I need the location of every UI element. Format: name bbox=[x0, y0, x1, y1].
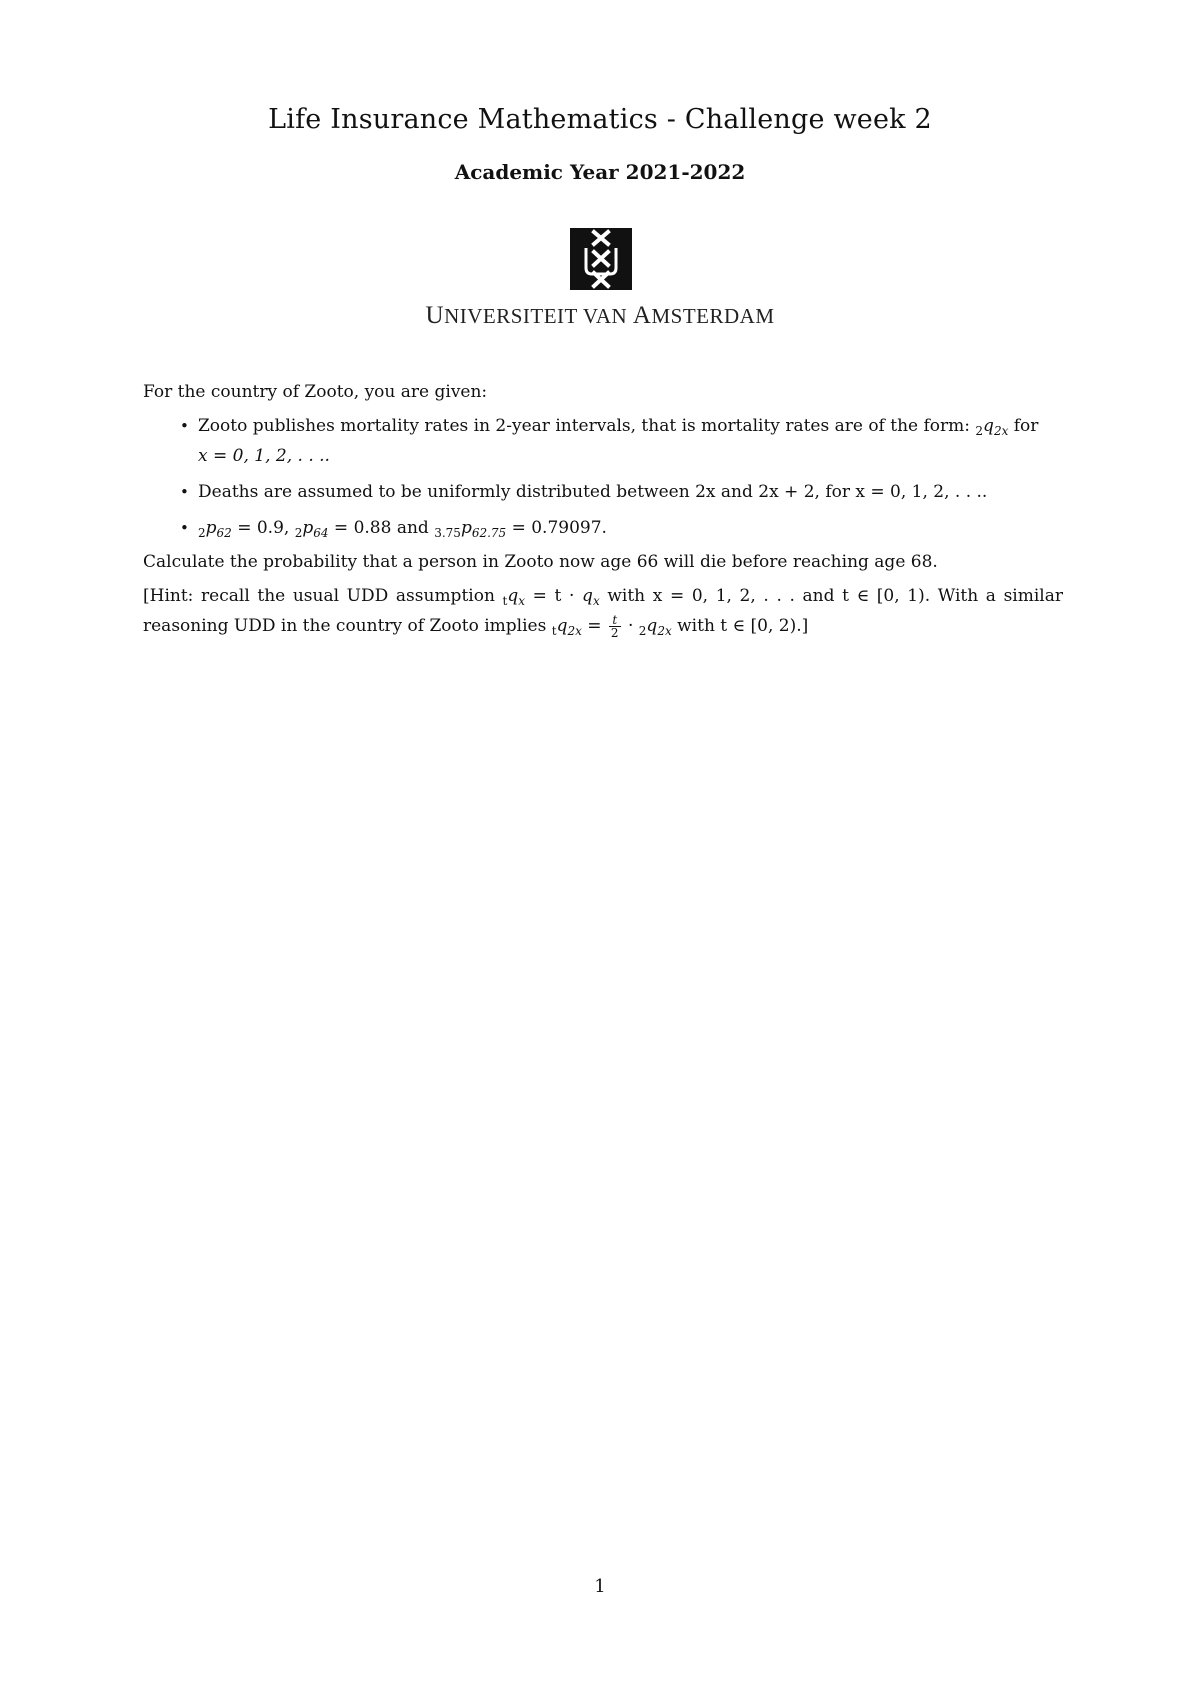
university-logo-icon bbox=[570, 228, 632, 290]
list-item: • Deaths are assumed to be uniformly distributed between 2x and 2x + 2, for x = 0, 1, 2, . . .. bbox=[178, 480, 1063, 505]
fraction: $\frac{t}{2}$ bbox=[610, 613, 619, 640]
document-title: Life Insurance Mathematics - Challenge week 2 bbox=[268, 104, 932, 135]
university-wordmark: UNIVERSITEIT VAN AMSTERDAM bbox=[425, 302, 775, 329]
list-item: • Zooto publishes mortality rates in 2-year intervals, that is mortality rates are of the form: $_2q_{2x}$ for x = 0, 1, 2, . . .. bbox=[178, 414, 1063, 469]
given-list bbox=[178, 414, 1063, 557]
list-item: • $_2p_{62} = 0.9$, $_2p_{64} = 0.88$ and $_{3.75}p_{62.75} = 0.79097$. bbox=[178, 516, 1063, 546]
page-number: 1 bbox=[594, 1576, 606, 1597]
hint-paragraph: [Hint: recall the usual UDD assumption $_tq_x = t \cdot q_x$ with x = 0, 1, 2, . . . and t ∈ [0, 1). With a similar reasoning UDD in the country of Zooto implies $_tq_{2x}$ = $\frac{t}{2}$ · $_2q_{2x}$ with t ∈ [0, 2).] bbox=[143, 586, 1063, 640]
document-subtitle: Academic Year 2021-2022 bbox=[454, 160, 746, 184]
question-paragraph: Calculate the probability that a person in Zooto now age 66 will die before reaching age 68. bbox=[143, 552, 938, 572]
intro-paragraph: For the country of Zooto, you are given: bbox=[143, 382, 488, 402]
